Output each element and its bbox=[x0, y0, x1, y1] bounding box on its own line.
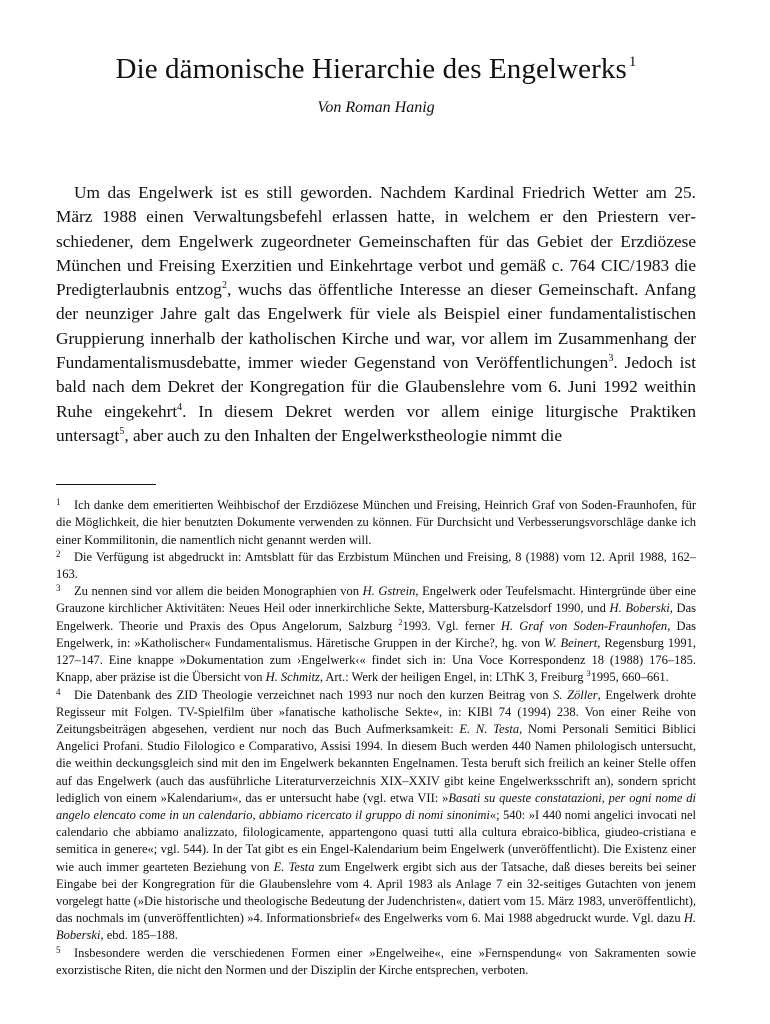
footnote-2: 2 Die Verfügung ist abgedruckt in: Amtsblatt für das Erzbistum München und Freising, 8 (1988) vom 12. April 1988, 162–163. bbox=[56, 548, 696, 582]
text-run: Die Datenbank des ZID Theologie verzeichnet nach 1993 nur noch den kurzen Beitrag von bbox=[74, 687, 554, 702]
footnote-separator bbox=[56, 484, 156, 485]
text-run: «; 540: »I 440 nomi angelici invocati nel calendario che abbiamo analizzato, filologicamente, appartengono quasi tutti alla cultura ebraico-biblica, giudeo-cristiana e semitica in genere«; vgl. 544). In der Tat gibt es ein Engel-Kalendarium beim Engelwerk (unveröffentlicht). Die Existenz einer wie auch immer gearteten Beziehung von bbox=[56, 807, 696, 874]
text-run: Insbesondere werden die verschiedenen Formen einer »Engelweihe«, eine »Fernspendung« von Sakramenten sowie exorzistische Riten, die nicht den Normen und der Disziplin der Kirche entsprechen, verboten. bbox=[56, 945, 696, 977]
italic-text: Basati su queste constatazioni, per ogni nome di angelo elencato come in un calendario, abbiamo ricercato il gruppo di nomi sinonimi bbox=[56, 790, 696, 822]
text-run: Ich danke dem emeritierten Weihbischof der Erzdiözese München und Freising, Heinrich Graf von Soden-Fraunhofen, für die Möglichkeit, die hier benutzten Dokumente verwenden zu können. Für Durchsicht und Verbesserungsvorschläge danke ich einer Kommilitonin, die namentlich nicht genannt werden will. bbox=[56, 498, 696, 547]
text-run: Die Verfügung ist abgedruckt in: Amtsblatt für das Erzbistum München und Freising, 8 (1988) vom 12. April 1988, 162–163. bbox=[56, 549, 696, 582]
footnote-reference: 2 bbox=[398, 617, 403, 627]
title-footnote-marker: 1 bbox=[628, 54, 637, 70]
text-run: zum Engelwerk ergibt sich aus der Tatsache, daß dieses bereits bei seiner Eingabe bei der Kongregration für die Glaubenslehre vom 4. April 1983 als Anlage 7 ein 32-seitiges Gutachten von jenem vorgelegt hatte (»Die historische und theologische Bedeutung der Judenchristen«, datiert vom 15. März 1983, unveröffentlicht), das nochmals im (unveröffentlichten) »4. Informationsbrief« des Engelwerks vom 6. Mai 1988 abgedruckt wurde. Vgl. dazu bbox=[56, 859, 696, 926]
footnote-reference: 2 bbox=[221, 280, 227, 292]
italic-text: H. Gstrein bbox=[362, 584, 416, 599]
italic-text: E. Testa bbox=[273, 859, 315, 874]
footnote-reference: 4 bbox=[177, 401, 183, 413]
italic-text: H. Graf von Soden-Fraunhofen bbox=[500, 618, 668, 633]
text-run: . Jedoch ist bald nach dem Dekret der Kongregation für die Glaubenslehre vom 6. Juni 1992 weithin Ruhe eingekehrt bbox=[56, 353, 696, 421]
text-run: . In diesem Dekret werden vor allem einige liturgische Praktiken untersagt bbox=[56, 401, 696, 445]
footnote-1: 1 Ich danke dem emeritierten Weihbischof der Erzdiözese München und Freising, Heinrich Graf von Soden-Fraunhofen, für die Möglichkeit, die hier benutzten Dokumente verwenden zu können. Für Durchsicht und Verbesserungsvorschläge danke ich einer Kommilitonin, die namentlich nicht genannt werden will. bbox=[56, 497, 696, 547]
italic-text: S. Zöller bbox=[553, 687, 598, 702]
italic-text: H. Boberski bbox=[609, 601, 670, 616]
text-run: , wuchs das öffentliche Interesse an dieser Gemeinschaft. Anfang der neunziger Jahre galt das Engelwerk für viele als Beispiel einer fundamentalistischen Gruppierung innerhalb der katholischen Kirche und war, vor allem im Zusammenhang der Fundamentalismusdebatte, immer wieder Gegenstand von Veröffentlichungen bbox=[56, 280, 696, 373]
text-run: , Engelwerk oder Teufelsmacht. Hintergründe über eine Grauzone kirchlicher Aktivitäten: Neues Heil oder innerkirchliche Sekte, Mattersburg-Katzelsdorf 1990, und bbox=[56, 584, 696, 616]
footnote-reference: 3 bbox=[586, 669, 591, 679]
footnote-reference: 3 bbox=[608, 353, 614, 365]
footnote-reference: 5 bbox=[119, 425, 125, 437]
italic-text: W. Beinert bbox=[544, 635, 598, 650]
footnotes bbox=[56, 497, 696, 979]
text-run: 1995, 660–661. bbox=[590, 670, 669, 685]
text-run: , Regensburg 1991, 127–147. Eine knappe »Dokumentation zum ›Engelwerk‹« findet sich in: Una Voce Korrespondenz 18 (1988) 176–185. Knapp, aber präzise ist die Übersicht von bbox=[56, 635, 696, 685]
text-run: Um das Engelwerk ist es still geworden. Nachdem Kardinal Friedrich Wetter am 25. März 1988 einen Verwaltungsbefehl erlassen hatte, in welchem er den Priestern verschiedener, dem Engelwerk zugeordneter Gemeinschaften für das Gebiet der Erzdiözese München und Freising Exerzitien und Einkehrtage verbot und gemäß c. 764 CIC/1983 die Predigterlaubnis entzog bbox=[56, 183, 696, 300]
page bbox=[56, 0, 696, 979]
text-run: , Das Engelwerk, in: »Katholischer« Fundamentalismus. Häretische Gruppen in der Kirche?, hg. von bbox=[56, 618, 697, 650]
title-text: Die dämonische Hierarchie des Engelwerks bbox=[115, 53, 627, 85]
text-run: Zu nennen sind vor allem die beiden Monographien von bbox=[74, 584, 363, 599]
article-title bbox=[56, 44, 696, 87]
footnote-3: 3 Zu nennen sind vor allem die beiden Monographien von H. Gstrein, Engelwerk oder Teufelsmacht. Hintergründe über eine Grauzone kirchlicher Aktivitäten: Neues Heil oder innerkirchliche Sekte, Mattersburg-Katzelsdorf 1990, und H. Boberski, Das Engelwerk. Theorie und Praxis des Opus Angelorum, Salzburg $^2$1993. Vgl. ferner H. Graf von Soden-Fraunhofen, Das Engelwerk, in: »Katholischer« Fundamentalismus. Häretische Gruppen in der Kirche?, hg. von W. Beinert, Regensburg 1991, 127–147. Eine knappe »Dokumentation zum ›Engelwerk‹« findet sich in: Una Voce Korrespondenz 18 (1988) 176–185. Knapp, aber präzise ist die Übersicht von H. Schmitz, Art.: Werk der heiligen Engel, in: LThK 3, Freiburg $^3$1995, 660–661. bbox=[56, 583, 697, 685]
text-run: 1993. Vgl. ferner bbox=[402, 618, 501, 633]
footnote-5: 5 Insbesondere werden die verschiedenen Formen einer »Engelweihe«, eine »Fernspendung« von Sakramenten sowie exorzistische Riten, die nicht den Normen und der Disziplin der Kirche entsprechen, verboten. bbox=[56, 944, 696, 977]
text-run: , Nomi Personali Semitici Biblici Angelici Profani. Studio Filologico e Comparativo, Assisi 1994. In diesem Buch werden 440 Namen philologisch untersucht, die weithin deckungsgleich sind mit den im Engelwerk bekannten Engelnamen. Testa beruft sich freilich an keiner Stelle offen auf das Engelwerk (auch das ausführliche Literaturverzeichnis XIX–XXIV gibt keine Engelwerksschrift an), sondern spricht lediglich von einem »Kalendarium«, das er untersucht habe (vgl. etwa VII: » bbox=[56, 721, 696, 805]
body-paragraph bbox=[56, 181, 696, 448]
text-run: , Art.: Werk der heiligen Engel, in: LThK 3, Freiburg bbox=[319, 670, 587, 685]
text-run: , aber auch zu den Inhalten der Engelwerkstheologie nimmt die bbox=[124, 425, 562, 445]
italic-text: H. Schmitz bbox=[265, 670, 320, 685]
text-run: , Das Engelwerk. Theorie und Praxis des Opus Angelorum, Salzburg bbox=[56, 601, 696, 633]
text-run: , ebd. 185–188. bbox=[100, 928, 178, 943]
author-byline: Von Roman Hanig bbox=[317, 99, 435, 116]
italic-text: E. N. Testa bbox=[459, 721, 520, 736]
italic-text: H. Boberski bbox=[56, 911, 696, 943]
text-run: , Engelwerk drohte Regisseur mit Folgen. TV-Spielfilm über »fanatische katholische Sekte«, in: KIBl 74 (1994) 238. Von einer Reihe von Zeitungsbeiträgen abgesehen, verdient nur noch das Buch Aufmerksamkeit: bbox=[56, 687, 697, 736]
footnote-4: 4 Die Datenbank des ZID Theologie verzeichnet nach 1993 nur noch den kurzen Beitrag von S. Zöller, Engelwerk drohte Regisseur mit Folgen. TV-Spielfilm über »fanatische katholische Sekte«, in: KIBl 74 (1994) 238. Von einer Reihe von Zeitungsbeiträgen abgesehen, verdient nur noch das Buch Aufmerksamkeit: E. N. Testa, Nomi Personali Semitici Biblici Angelici Profani. Studio Filologico e Comparativo, Assisi 1994. In diesem Buch werden 440 Namen philologisch untersucht, die weithin deckungsgleich sind mit den im Engelwerk bekannten Engelnamen. Testa beruft sich freilich an keiner Stelle offen auf das Engelwerk (auch das ausführliche Literaturverzeichnis XIX–XXIV gibt keine Engelwerksschrift an), sondern spricht lediglich von einem »Kalendarium«, das er untersucht habe (vgl. etwa VII: »Basati su queste constatazioni, per ogni nome di angelo elencato come in un calendario, abbiamo ricercato il gruppo di nomi sinonimi«; 540: »I 440 nomi angelici invocati nel calendario che abbiamo analizzato, filologicamente, appartengono quasi tutti alla cultura ebraico-biblica, giudeo-cristiana e semitica in genere«; vgl. 544). In der Tat gibt es ein Engel-Kalendarium beim Engelwerk (unveröffentlicht). Die Existenz einer wie auch immer gearteten Beziehung von E. Testa zum Engelwerk ergibt sich aus der Tatsache, daß dieses bereits bei seiner Eingabe bei der Kongregration für die Glaubenslehre vom 4. April 1983 als Anlage 7 ein 32-seitiges Gutachten von jenem vorgelegt hatte (»Die historische und theologische Bedeutung der Judenchristen«, datiert vom 15. März 1983, unveröffentlicht), das nochmals im (unveröffentlichten) »4. Informationsbrief« des Engelwerks vom 6. Mai 1988 abgedruckt wurde. Vgl. dazu H. Boberski, ebd. 185–188. bbox=[56, 686, 697, 943]
